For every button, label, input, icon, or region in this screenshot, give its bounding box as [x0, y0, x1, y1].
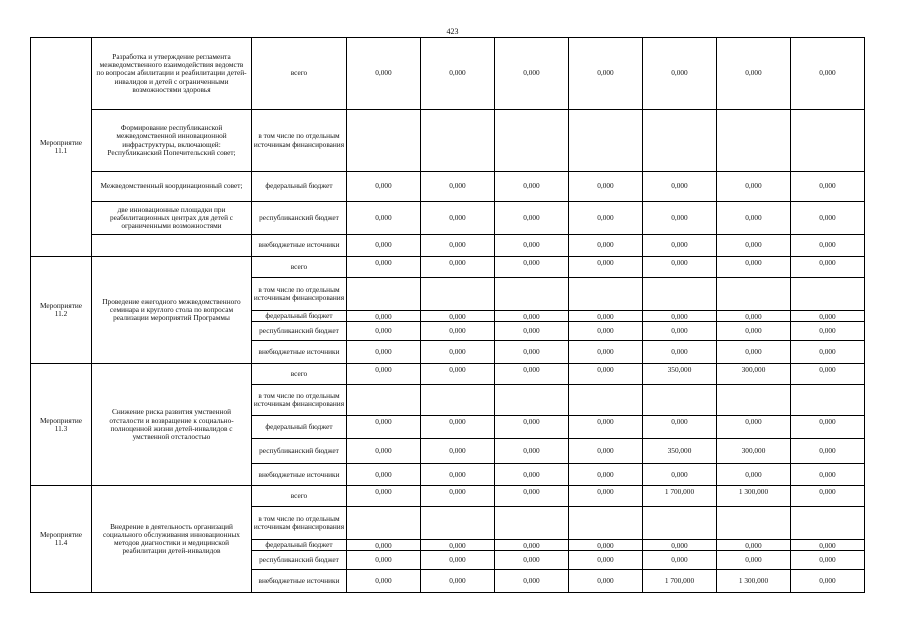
- value-cell: 0,000: [643, 416, 717, 439]
- value-cell: 0,000: [495, 322, 569, 341]
- value-cell: 0,000: [347, 257, 421, 278]
- funding-source: внебюджетные источники: [252, 341, 347, 364]
- value-cell: [791, 278, 865, 311]
- value-cell: 0,000: [421, 202, 495, 235]
- value-cell: [643, 507, 717, 540]
- value-cell: 0,000: [569, 416, 643, 439]
- value-cell: 0,000: [643, 551, 717, 570]
- activity-description: Разработка и утверждение регламента межведомственного взаимодействия ведомств по вопросам абилитации и реабилитации детей-инвалидов и детей с ограниченными возможностями здоровья: [92, 38, 252, 110]
- value-cell: 350,000: [643, 364, 717, 385]
- value-cell: 0,000: [495, 464, 569, 486]
- value-cell: 0,000: [495, 439, 569, 464]
- value-cell: 0,000: [347, 202, 421, 235]
- value-cell: 0,000: [347, 551, 421, 570]
- value-cell: 0,000: [717, 202, 791, 235]
- value-cell: 0,000: [791, 341, 865, 364]
- value-cell: 0,000: [495, 486, 569, 507]
- value-cell: [717, 507, 791, 540]
- value-cell: 0,000: [495, 202, 569, 235]
- value-cell: 0,000: [643, 540, 717, 551]
- value-cell: 0,000: [643, 172, 717, 202]
- value-cell: 0,000: [643, 464, 717, 486]
- value-cell: 0,000: [347, 364, 421, 385]
- value-cell: 0,000: [495, 341, 569, 364]
- value-cell: [717, 278, 791, 311]
- funding-source: в том числе по отдельным источникам финансирования: [252, 507, 347, 540]
- value-cell: [421, 385, 495, 416]
- activity-description: Проведение ежегодного межведомственного семинара и круглого стола по вопросам реализации мероприятий Программы: [92, 257, 252, 364]
- value-cell: [791, 385, 865, 416]
- value-cell: 0,000: [643, 235, 717, 257]
- funding-source: федеральный бюджет: [252, 172, 347, 202]
- value-cell: 0,000: [421, 551, 495, 570]
- value-cell: 0,000: [717, 257, 791, 278]
- value-cell: 0,000: [347, 235, 421, 257]
- table-row: [31, 235, 865, 257]
- value-cell: 0,000: [791, 416, 865, 439]
- activity-description: [92, 235, 252, 257]
- value-cell: 0,000: [569, 540, 643, 551]
- value-cell: 0,000: [569, 364, 643, 385]
- value-cell: [643, 385, 717, 416]
- funding-source: внебюджетные источники: [252, 235, 347, 257]
- activity-label: Мероприятие 11.2: [31, 257, 92, 364]
- value-cell: 1 700,000: [643, 570, 717, 593]
- value-cell: 0,000: [421, 416, 495, 439]
- value-cell: [495, 507, 569, 540]
- value-cell: 0,000: [791, 322, 865, 341]
- value-cell: [347, 385, 421, 416]
- value-cell: 0,000: [569, 486, 643, 507]
- value-cell: 0,000: [347, 311, 421, 322]
- value-cell: [495, 110, 569, 172]
- value-cell: [347, 507, 421, 540]
- value-cell: [569, 278, 643, 311]
- value-cell: 0,000: [791, 570, 865, 593]
- value-cell: 0,000: [569, 38, 643, 110]
- value-cell: 0,000: [421, 172, 495, 202]
- value-cell: 0,000: [421, 439, 495, 464]
- value-cell: 0,000: [421, 341, 495, 364]
- value-cell: 0,000: [791, 551, 865, 570]
- value-cell: 0,000: [347, 38, 421, 110]
- value-cell: 1 300,000: [717, 570, 791, 593]
- value-cell: 0,000: [791, 202, 865, 235]
- value-cell: 0,000: [569, 322, 643, 341]
- value-cell: 0,000: [643, 341, 717, 364]
- value-cell: 0,000: [421, 364, 495, 385]
- value-cell: [569, 385, 643, 416]
- value-cell: 0,000: [421, 311, 495, 322]
- value-cell: [421, 110, 495, 172]
- value-cell: 0,000: [495, 311, 569, 322]
- value-cell: 1 700,000: [643, 486, 717, 507]
- value-cell: [791, 110, 865, 172]
- value-cell: 0,000: [421, 486, 495, 507]
- value-cell: 0,000: [791, 439, 865, 464]
- funding-source: внебюджетные источники: [252, 464, 347, 486]
- value-cell: 0,000: [791, 364, 865, 385]
- funding-source: федеральный бюджет: [252, 416, 347, 439]
- value-cell: 0,000: [495, 172, 569, 202]
- page-number: 423: [446, 27, 459, 36]
- value-cell: 0,000: [421, 540, 495, 551]
- value-cell: 0,000: [347, 341, 421, 364]
- table-row: [31, 257, 865, 278]
- table-row: [31, 110, 865, 172]
- value-cell: 0,000: [643, 257, 717, 278]
- value-cell: 0,000: [569, 341, 643, 364]
- funding-source: республиканский бюджет: [252, 202, 347, 235]
- value-cell: 0,000: [791, 172, 865, 202]
- value-cell: 0,000: [495, 38, 569, 110]
- value-cell: 0,000: [421, 322, 495, 341]
- activity-label: Мероприятие 11.1: [31, 38, 92, 257]
- value-cell: 300,000: [717, 439, 791, 464]
- value-cell: 0,000: [643, 311, 717, 322]
- activity-description: Межведомственный координационный совет;: [92, 172, 252, 202]
- value-cell: 0,000: [347, 464, 421, 486]
- funding-source: всего: [252, 364, 347, 385]
- value-cell: 0,000: [347, 486, 421, 507]
- value-cell: 0,000: [791, 464, 865, 486]
- value-cell: 0,000: [569, 257, 643, 278]
- value-cell: 0,000: [717, 416, 791, 439]
- activity-description: две инновационные площадки при реабилитационных центрах для детей с ограниченными возможностями: [92, 202, 252, 235]
- activity-label: Мероприятие 11.4: [31, 486, 92, 593]
- value-cell: 0,000: [347, 172, 421, 202]
- value-cell: 0,000: [495, 364, 569, 385]
- value-cell: 0,000: [791, 38, 865, 110]
- value-cell: [569, 507, 643, 540]
- value-cell: 0,000: [421, 257, 495, 278]
- value-cell: [643, 278, 717, 311]
- value-cell: 0,000: [347, 439, 421, 464]
- value-cell: [643, 110, 717, 172]
- value-cell: [495, 278, 569, 311]
- activity-description: Внедрение в деятельность организаций социального обслуживания инновационных методов диагностики и медицинской реабилитации детей-инвалидов: [92, 486, 252, 593]
- value-cell: 300,000: [717, 364, 791, 385]
- table-row: [31, 364, 865, 385]
- value-cell: 0,000: [421, 464, 495, 486]
- value-cell: 0,000: [717, 322, 791, 341]
- value-cell: [717, 385, 791, 416]
- value-cell: [421, 278, 495, 311]
- funding-source: федеральный бюджет: [252, 311, 347, 322]
- activity-description: Снижение риска развития умственной отсталости и возвращение к социально-полноценной жизни детей-инвалидов с умственной отсталостью: [92, 364, 252, 486]
- value-cell: 0,000: [791, 257, 865, 278]
- value-cell: 0,000: [791, 311, 865, 322]
- value-cell: 0,000: [717, 341, 791, 364]
- value-cell: 350,000: [643, 439, 717, 464]
- table-row: [31, 202, 865, 235]
- value-cell: 0,000: [421, 570, 495, 593]
- value-cell: 0,000: [347, 322, 421, 341]
- value-cell: 0,000: [569, 202, 643, 235]
- value-cell: 0,000: [495, 416, 569, 439]
- value-cell: [791, 507, 865, 540]
- value-cell: 0,000: [495, 540, 569, 551]
- value-cell: 0,000: [569, 551, 643, 570]
- table-row: [31, 486, 865, 507]
- value-cell: 0,000: [643, 202, 717, 235]
- value-cell: 0,000: [495, 257, 569, 278]
- funding-source: в том числе по отдельным источникам финансирования: [252, 278, 347, 311]
- value-cell: 0,000: [717, 311, 791, 322]
- value-cell: 0,000: [717, 172, 791, 202]
- value-cell: 0,000: [347, 570, 421, 593]
- value-cell: 0,000: [717, 551, 791, 570]
- value-cell: [347, 110, 421, 172]
- value-cell: 0,000: [569, 235, 643, 257]
- value-cell: 0,000: [717, 464, 791, 486]
- funding-source: всего: [252, 486, 347, 507]
- value-cell: [569, 110, 643, 172]
- funding-source: федеральный бюджет: [252, 540, 347, 551]
- activity-label: Мероприятие 11.3: [31, 364, 92, 486]
- value-cell: 0,000: [717, 235, 791, 257]
- value-cell: 0,000: [495, 551, 569, 570]
- value-cell: 0,000: [495, 570, 569, 593]
- value-cell: 0,000: [717, 540, 791, 551]
- funding-source: республиканский бюджет: [252, 551, 347, 570]
- funding-source: в том числе по отдельным источникам финансирования: [252, 110, 347, 172]
- table-row: [31, 38, 865, 110]
- budget-table: [30, 37, 865, 593]
- value-cell: 0,000: [643, 322, 717, 341]
- value-cell: 0,000: [421, 38, 495, 110]
- value-cell: 0,000: [569, 311, 643, 322]
- funding-source: республиканский бюджет: [252, 439, 347, 464]
- value-cell: [421, 507, 495, 540]
- funding-source: всего: [252, 257, 347, 278]
- value-cell: 0,000: [569, 570, 643, 593]
- value-cell: 0,000: [495, 235, 569, 257]
- value-cell: [717, 110, 791, 172]
- funding-source: республиканский бюджет: [252, 322, 347, 341]
- funding-source: всего: [252, 38, 347, 110]
- value-cell: 0,000: [643, 38, 717, 110]
- value-cell: 0,000: [569, 172, 643, 202]
- value-cell: 0,000: [421, 235, 495, 257]
- value-cell: 0,000: [791, 235, 865, 257]
- value-cell: 1 300,000: [717, 486, 791, 507]
- value-cell: [495, 385, 569, 416]
- table-row: [31, 172, 865, 202]
- value-cell: 0,000: [791, 540, 865, 551]
- value-cell: 0,000: [347, 540, 421, 551]
- value-cell: [347, 278, 421, 311]
- activity-description: Формирование республиканской межведомственной инновационной инфраструктуры, включающей: Республиканский Попечительский совет;: [92, 110, 252, 172]
- value-cell: 0,000: [791, 486, 865, 507]
- value-cell: 0,000: [569, 464, 643, 486]
- value-cell: 0,000: [569, 439, 643, 464]
- value-cell: 0,000: [347, 416, 421, 439]
- funding-source: внебюджетные источники: [252, 570, 347, 593]
- value-cell: 0,000: [717, 38, 791, 110]
- funding-source: в том числе по отдельным источникам финансирования: [252, 385, 347, 416]
